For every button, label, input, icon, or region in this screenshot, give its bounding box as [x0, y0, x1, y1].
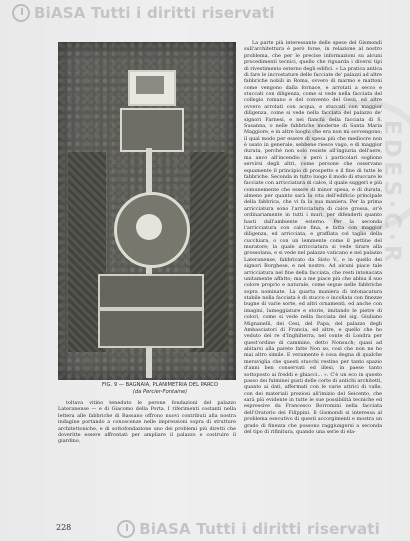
- biasa-logo-icon: [12, 4, 30, 22]
- bottom-watermark-text: BiASA Tutti i diritti riservati: [139, 520, 380, 538]
- vertical-watermark-text: EDES·C·R: [379, 120, 404, 266]
- garden-plan-illustration: [58, 42, 236, 380]
- left-text-column: [58, 400, 236, 512]
- figure-caption: [80, 382, 240, 396]
- right-column-text: La parte più interessante delle spese del Gismondi sull'architettura è però forse, in relazione al nostro problema, che per le precise informazioni su alcuni procedimenti tecnici, quello che riguarda i diversi tipi di rivestimento esterno degli edifici. « La pratica antica di fare le incrostature delle facciate de' palazzi ad altre fabbriche nobili in Roma, ovvero di marmo e mattoni come vengono dalla fornace, e arrotati a secco e stuccati con diligenza, come si vede nella facciata del collegio romano e del convento del Gesù, ed altre ovvero arrotati con acqua, e stuccati con maggior diligenza, come si vede nella facciata del palazzo de' signori Farnesi, e nei fianchi della facciata di S. Susanna, o nelle fabbriche moderne di Santa Maria Maggiore, e in altre luoghi che era non mi sovvengono; il qual modo per essere di spesa più che mediocre non è usato in generale, sebbene riesce vago, e di maggior durata, perché non solo resiste all'ingiuria dell'aere, ma anco all'incendio e però i particolari sogliono servirsi degli altri, come persone che osservano equamente il principio di prospetto e il fine di tutte le fabbriche. Seconda in tutto luogo il modo di stuccare le facciate con arricciatura di calce, il quale suggerì e più comunemente che essere di minor spesa, e di durata, almeno per quanto sarà la vita dell'edificio principale della fabbrica, che vi fa la sua maniera. Per la prima arricciatura sono l'arricciatura di calce grossa, or'è ordinariamente in tutti i muri, per difenderli quanto basti dall'ambiente esterno. Per la seconda l'arricciatura con calce fina, e fatta con maggior diligenza, ed arricciata, e graffiata col taglio della cucchiara, o con un lemmente come il pettine del muratore; la quale arricciatura si vede tirare alla grossolana, e si vede nel palazzo vaticano e nel palazzo Lateranense, fabbricato da Sisto V., e in quello dei signori Borghese, e nel nostro. Ad alcuni piace tale arricciatura nel fine della facciata, che resti intonacata unitamente affatto; ma a me piace più che abbia il suo colore proprio e naturale, come segue nelle fabbriche sopra nominate. La quarta maniera di intonacatura stabile nella facciata è di stucco o incollata con finezze bugne di varie sorte, ed altri ornamenti, ed anche con imagini, lumeggiature e storie, imitando le pietre di colori, come si vede nella facciata del sig. Giuliano Mignanelli, dei Cesi, del Papa, del palazzo degli Ambasciatori di Francia, ed altre, e quello che ho veduto del re d'Inghilterra, nel conte di Londra per quest'ordine di cammino, detto Nonsuch; quasi ad abitarsi alla parete fatte Non so, così che non ne ho mai altro simile. E veramente è cosa degna di qualche meraviglia che questi stucchi restino per tanto spazio d'anni ben conservati ed illesi, in paese tanto sottoposto ai freddi e ghiacci... ». C'è un eco in questo passo dei fulminei gusti delle corte di antichi architetti, quanto ai dati, affermati con le varie attrici di valle, con dei materiali preziosi all'imizio del Seicento, che sarà più evidente in tutte le sue possibilità tecniche ed espressive da Francesco Borromini nella facciata dell'Oratorio dei Filippini. Il Gismondi si interessa al problema esecutivo di questi accorgimenti e mostra un grado di finezza che possono raggiungersi a seconda del tipo di rifinitura, quando una serie di ela-: [244, 40, 382, 435]
- top-watermark-text: BiASA Tutti i diritti riservati: [34, 4, 275, 22]
- top-watermark: [0, 2, 410, 24]
- biasa-logo-icon: [117, 520, 135, 538]
- lower-parterre: [98, 274, 204, 348]
- upper-court: [120, 108, 184, 152]
- left-column-text: toltava vitino teneduto le perone fondazioni del palazzo Lateranense — e di Giacomo della Porta. I riferimenti costanti nella lettera alle fabbriche di Bassano offrono nuovi contributi alla nostra indagine portando a conoscenze nelle impressioni sopra di strutture architettoniche, e di sottofondazione uno dei problemi più diretti che doveritte essere affrontati per ampliare il palazzo e costruire il giardino,: [58, 400, 236, 445]
- right-text-column: [244, 40, 382, 510]
- caption-title: FIG. 9 — BAGNAIA, PLANIMETRIA DEL PARCO: [101, 382, 219, 388]
- page-number: 228: [56, 523, 72, 532]
- bottom-watermark: [0, 519, 410, 539]
- caption-source: (da Percier-Fontaine): [132, 389, 188, 395]
